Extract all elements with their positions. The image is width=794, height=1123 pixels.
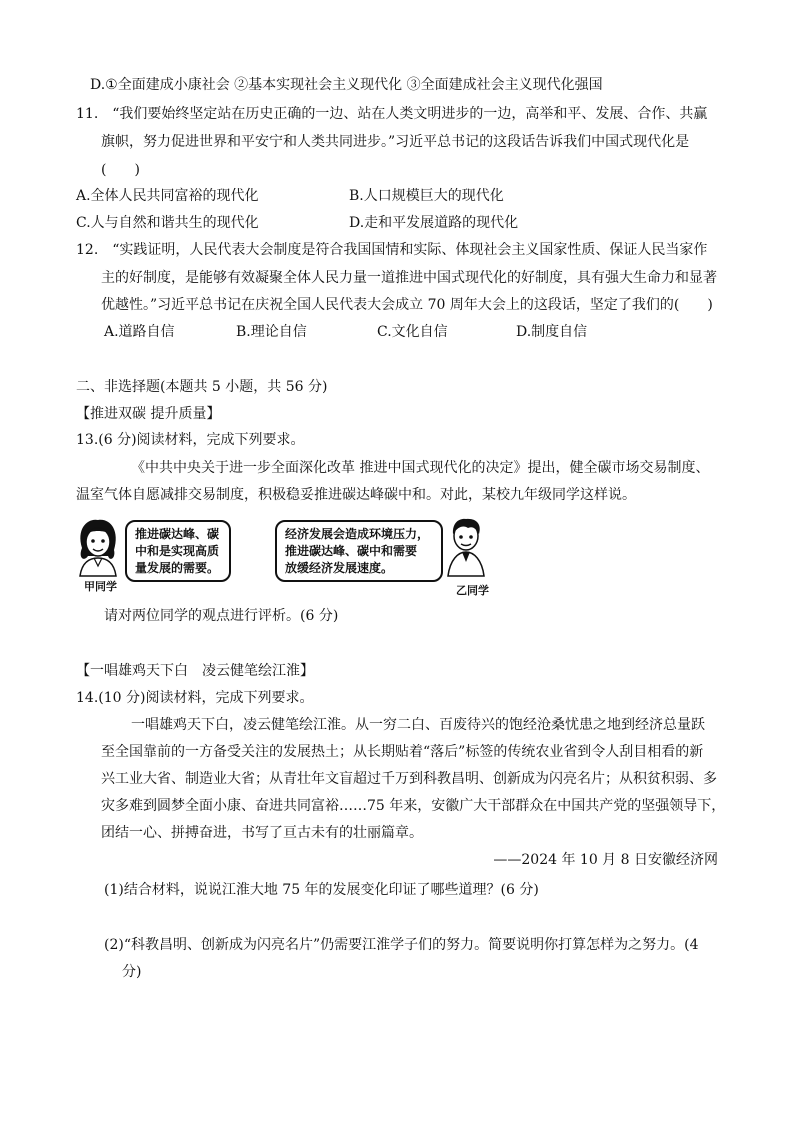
q12-option-a: A.道路自信 (104, 324, 175, 340)
q13-material-line-1: 《中共中央关于进一步全面深化改革 推进中国式现代化的决定》提出，健全碳市场交易制度、 (131, 460, 710, 476)
student-b-speech-line: 放缓经济发展速度。 (285, 561, 394, 575)
student-a-speech-line: 量发展的需要。 (135, 561, 220, 575)
theme-heading-anhui: 【一唱雄鸡天下白 凌云健笔绘江淮】 (76, 663, 314, 679)
q14-source: ——2024 年 10 月 8 日安徽经济网 (493, 852, 718, 868)
theme-heading-carbon: 【推进双碳 提升质量】 (76, 406, 221, 422)
q12-line-3: 优越性。”习近平总书记在庆祝全国人民代表大会成立 70 周年大会上的这段话，坚定了我们的( ) (101, 297, 713, 313)
q11-option-c: C.人与自然和谐共生的现代化 (76, 215, 259, 231)
q11-line-2: 旗帜，努力促进世界和平安宁和人类共同进步。”习近平总书记的这段话告诉我们中国式现代化是 (101, 134, 690, 150)
student-a-label: 甲同学 (84, 580, 117, 593)
q11-option-b: B.人口规模巨大的现代化 (349, 188, 504, 204)
q13-material-line-2: 温室气体自愿减排交易制度，积极稳妥推进碳达峰碳中和。对此，某校九年级同学这样说。 (76, 487, 636, 503)
student-b-speech-bubble (275, 520, 443, 582)
q12-line-2: 主的好制度，是能够有效凝聚全体人民力量一道推进中国式现代化的好制度，具有强大生命力和显著 (101, 270, 717, 286)
student-b-speech-line: 推进碳达峰、碳中和需要 (285, 544, 418, 558)
q14-stem: 14.(10 分)阅读材料，完成下列要求。 (76, 690, 314, 706)
q11-option-d: D.走和平发展道路的现代化 (349, 215, 519, 231)
student-a-illustration (74, 518, 122, 576)
q14-material-line: 灾多难到圆梦全面小康、奋进共同富裕……75 年来，安徽广大干部群众在中国共产党的坚强领导下， (101, 798, 726, 814)
student-a-speech-bubble (125, 520, 231, 582)
q14-sub-question-2-line-1: (2)“科教昌明、创新成为闪亮名片”仍需要江淮学子们的努力。简要说明你打算怎样为之努力。(4 (104, 937, 699, 953)
q12-line-1: 12. “实践证明，人民代表大会制度是符合我国国情和实际、体现社会主义国家性质、保证人民当家作 (76, 242, 708, 258)
q13-task: 请对两位同学的观点进行评析。(6 分) (104, 608, 339, 624)
student-a-speech-line: 推进碳达峰、碳 (135, 527, 220, 541)
student-b-label: 乙同学 (456, 584, 489, 597)
q11-answer-blank: ( ) (101, 162, 140, 178)
q14-material-line: 兴工业大省、制造业大省；从青壮年文盲超过千万到科教昌明、创新成为闪亮名片；从积贫积弱、多 (101, 771, 717, 787)
q10-option-d: D.①全面建成小康社会 ②基本实现社会主义现代化 ③全面建成社会主义现代化强国 (90, 77, 603, 93)
q14-material-line: 一唱雄鸡天下白，凌云健笔绘江淮。从一穷二白、百废待兴的饱经沧桑忧患之地到经济总量跃 (131, 717, 705, 733)
q14-sub-question-1: (1)结合材料，说说江淮大地 75 年的发展变化印证了哪些道理？(6 分) (104, 882, 539, 898)
student-b-illustration (444, 516, 488, 576)
q11-option-a: A.全体人民共同富裕的现代化 (76, 188, 259, 204)
q14-material-line: 团结一心、拼搏奋进，书写了亘古未有的壮丽篇章。 (101, 825, 423, 841)
student-a-speech-line: 中和是实现高质 (135, 544, 220, 558)
q12-option-c: C.文化自信 (377, 324, 448, 340)
q12-option-b: B.理论自信 (236, 324, 307, 340)
student-b-speech-line: 经济发展会造成环境压力， (285, 527, 430, 541)
section-2-title: 二、非选择题(本题共 5 小题，共 56 分) (76, 379, 328, 395)
q14-material-line: 至全国靠前的一方备受关注的发展热土；从长期贴着“落后”标签的传统农业省到令人刮目相看的新 (101, 744, 704, 760)
q12-option-d: D.制度自信 (516, 324, 588, 340)
q14-sub-question-2-line-2: 分) (122, 964, 142, 980)
q13-stem: 13.(6 分)阅读材料，完成下列要求。 (76, 432, 305, 448)
q11-line-1: 11. “我们要始终坚定站在历史正确的一边、站在人类文明进步的一边，高举和平、发展、合作、共赢 (76, 106, 708, 122)
